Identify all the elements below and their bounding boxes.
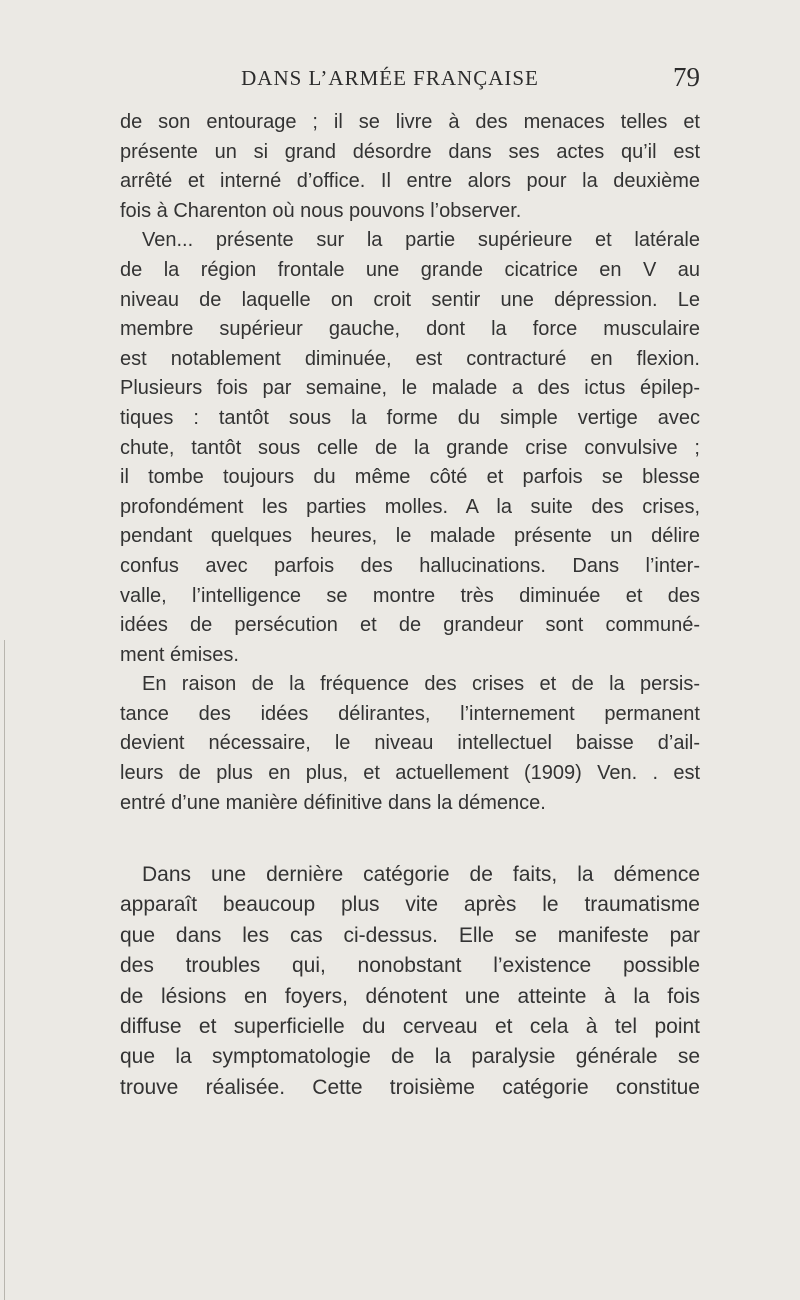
text-line: ment émises.	[120, 643, 239, 666]
text-line: tance des idées délirantes, l’internement permanent	[120, 702, 700, 725]
text-line: devient nécessaire, le niveau intellectuel baisse d’ail-	[120, 732, 700, 755]
text-line: pendant quelques heures, le malade présente un délire	[120, 525, 700, 548]
running-header	[120, 62, 700, 96]
text-line: trouve réalisée. Cette troisième catégorie constitue	[120, 1075, 700, 1099]
text-line: des troubles qui, nonobstant l’existence possible	[120, 954, 700, 978]
text-line: de la région frontale une grande cicatrice en V au	[120, 258, 700, 281]
paragraph-start-line: Ven... présente sur la partie supérieure et latérale	[142, 229, 700, 252]
text-line: diffuse et superficielle du cerveau et cela à tel point	[120, 1014, 700, 1038]
text-line: que dans les cas ci-dessus. Elle se manifeste par	[120, 923, 700, 947]
text-line: niveau de laquelle on croit sentir une dépression. Le	[120, 288, 700, 311]
text-line: chute, tantôt sous celle de la grande crise convulsive ;	[120, 436, 700, 459]
text-line: fois à Charenton où nous pouvons l’observer.	[120, 199, 522, 222]
text-line: arrêté et interné d’office. Il entre alors pour la deuxième	[120, 170, 700, 193]
paragraph-start-line: Dans une dernière catégorie de faits, la démence	[142, 863, 700, 886]
text-block-continuation	[120, 108, 700, 818]
text-line: tiques : tantôt sous la forme du simple vertige avec	[120, 406, 700, 429]
running-title: DANS L’ARMÉE FRANÇAISE	[241, 66, 539, 90]
text-line: idées de persécution et de grandeur sont communé-	[120, 614, 700, 637]
paragraph-start-line: En raison de la fréquence des crises et de la persis-	[142, 673, 700, 696]
text-line: apparaît beaucoup plus vite après le traumatisme	[120, 893, 700, 917]
text-line: membre supérieur gauche, dont la force musculaire	[120, 318, 700, 341]
text-line: présente un si grand désordre dans ses actes qu’il est	[120, 140, 700, 163]
text-line: profondément les parties molles. A la suite des crises,	[120, 495, 700, 518]
text-line: entré d’une manière définitive dans la démence.	[120, 791, 546, 814]
text-line: de son entourage ; il se livre à des menaces telles et	[120, 111, 700, 133]
text-line: il tombe toujours du même côté et parfois se blesse	[120, 466, 700, 489]
text-line: leurs de plus en plus, et actuellement (1909) Ven. . est	[120, 762, 700, 785]
text-line: Plusieurs fois par semaine, le malade a des ictus épilep-	[120, 377, 700, 400]
text-line: confus avec parfois des hallucinations. Dans l’inter-	[120, 554, 700, 577]
page-number: 79	[673, 62, 700, 92]
text-line: que la symptomatologie de la paralysie générale se	[120, 1045, 700, 1069]
page-gutter-edge	[4, 640, 5, 1300]
text-line: de lésions en foyers, dénotent une atteinte à la fois	[120, 984, 700, 1008]
text-block-new-section	[120, 860, 700, 1103]
text-line: est notablement diminuée, est contracturé en flexion.	[120, 347, 700, 370]
text-line: valle, l’intelligence se montre très diminuée et des	[120, 584, 700, 607]
